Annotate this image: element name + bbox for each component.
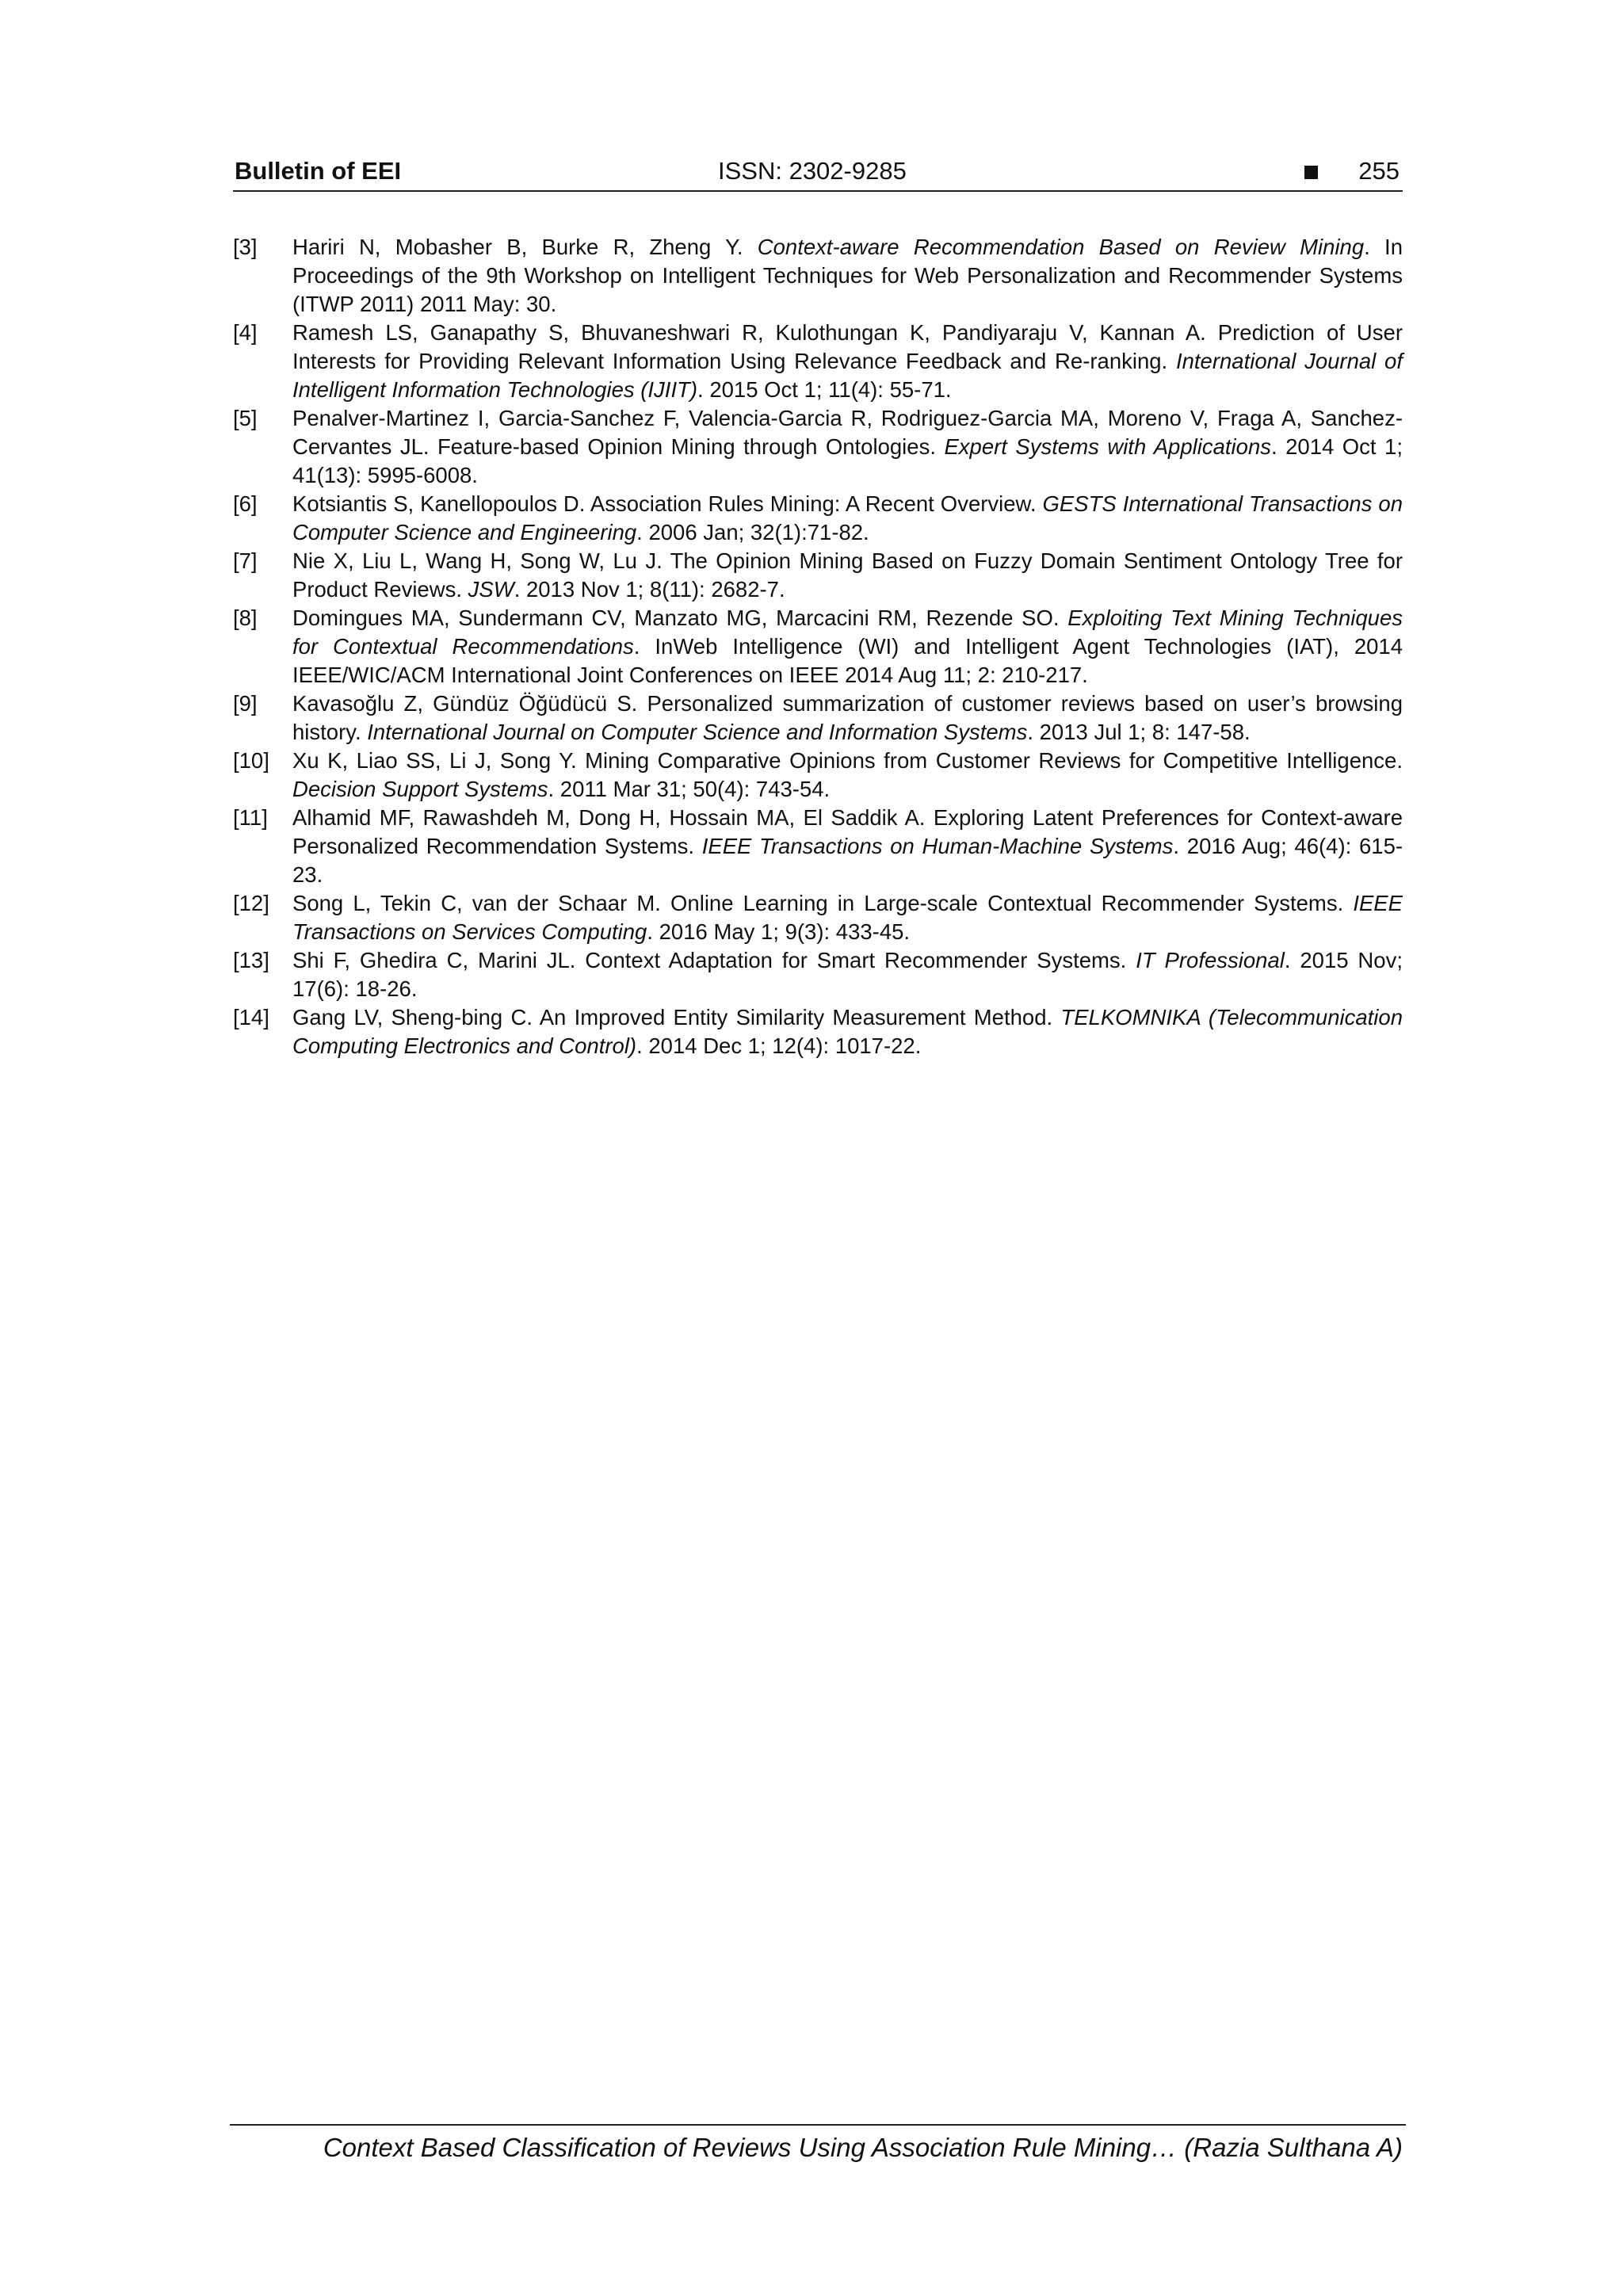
- reference-text: [292, 606, 1403, 687]
- reference-segment: . InWeb Intelligence (WI) and Intelligent Agent Technologies (IAT), 2014 IEEE/WIC/ACM International Joint Conferences on IEEE 2014 Aug 11; 2: 210-217.: [292, 634, 1403, 687]
- reference-number: [8]: [233, 606, 258, 630]
- reference-segment: . 2011 Mar 31; 50(4): 743-54.: [548, 777, 831, 801]
- reference-item: [233, 747, 1403, 804]
- journal-name: Bulletin of EEI: [235, 157, 402, 185]
- reference-venue: GESTS International Transactions on Computer Science and Engineering: [292, 491, 1403, 544]
- reference-text: [292, 406, 1403, 487]
- reference-text: [292, 891, 1403, 944]
- reference-venue: Exploiting Text Mining Techniques for Contextual Recommendations: [292, 606, 1403, 659]
- reference-item: [233, 889, 1403, 946]
- reference-text: [292, 320, 1403, 402]
- reference-text: [292, 491, 1403, 544]
- reference-item: [233, 233, 1403, 319]
- reference-segment: Xu K, Liao SS, Li J, Song Y. Mining Comparative Opinions from Customer Reviews for Competitive Intelligence.: [292, 748, 1403, 773]
- reference-venue: Decision Support Systems: [292, 777, 548, 801]
- reference-segment: Nie X, Liu L, Wang H, Song W, Lu J. The Opinion Mining Based on Fuzzy Domain Sentiment Ontology Tree for Product Reviews.: [292, 548, 1403, 602]
- reference-segment: . 2014 Oct 1; 41(13): 5995-6008.: [292, 434, 1403, 487]
- reference-item: [233, 319, 1403, 404]
- reference-segment: . 2015 Nov; 17(6): 18-26.: [292, 948, 1403, 1001]
- reference-segment: Penalver-Martinez I, Garcia-Sanchez F, Valencia-Garcia R, Rodriguez-Garcia MA, Moreno V, Fraga A, Sanchez-Cervantes JL. Feature-based Opinion Mining through Ontologies.: [292, 406, 1403, 459]
- page-number: 255: [1358, 157, 1400, 185]
- square-bullet-icon: [1304, 166, 1318, 179]
- reference-number: [3]: [233, 235, 258, 259]
- reference-number: [7]: [233, 548, 258, 573]
- reference-item: [233, 490, 1403, 547]
- reference-segment: Song L, Tekin C, van der Schaar M. Online Learning in Large-scale Contextual Recommender Systems.: [292, 891, 1354, 915]
- reference-segment: . 2015 Oct 1; 11(4): 55-71.: [697, 377, 952, 402]
- reference-venue: Expert Systems with Applications: [944, 434, 1271, 459]
- reference-venue: JSW: [468, 577, 514, 602]
- reference-item: [233, 604, 1403, 690]
- reference-venue: Context-aware Recommendation Based on Review Mining: [757, 235, 1365, 259]
- reference-item: [233, 690, 1403, 747]
- reference-venue: IEEE Transactions on Human-Machine Systems: [701, 834, 1174, 858]
- reference-number: [5]: [233, 406, 258, 430]
- reference-segment: . 2016 Aug; 46(4): 615-23.: [292, 834, 1403, 887]
- reference-list: [233, 233, 1403, 1060]
- reference-item: [233, 804, 1403, 889]
- reference-item: [233, 1003, 1403, 1060]
- reference-text: [292, 235, 1403, 316]
- reference-number: [11]: [233, 805, 268, 830]
- reference-venue: International Journal on Computer Science and Information Systems: [367, 720, 1028, 744]
- reference-number: [13]: [233, 948, 269, 972]
- reference-text: [292, 1005, 1403, 1058]
- reference-number: [9]: [233, 691, 258, 716]
- reference-segment: . 2006 Jan; 32(1):71-82.: [636, 520, 869, 544]
- reference-text: [292, 748, 1403, 801]
- reference-text: [292, 948, 1403, 1001]
- reference-segment: Domingues MA, Sundermann CV, Manzato MG, Marcacini RM, Rezende SO.: [292, 606, 1068, 630]
- reference-segment: . 2014 Dec 1; 12(4): 1017-22.: [636, 1033, 922, 1058]
- reference-segment: Hariri N, Mobasher B, Burke R, Zheng Y.: [292, 235, 758, 259]
- page-footer: [230, 2124, 1406, 2165]
- reference-number: [10]: [233, 748, 269, 773]
- reference-text: [292, 805, 1403, 887]
- reference-item: [233, 547, 1403, 604]
- reference-item: [233, 404, 1403, 490]
- reference-segment: Kotsiantis S, Kanellopoulos D. Association Rules Mining: A Recent Overview.: [292, 491, 1043, 516]
- reference-number: [6]: [233, 491, 258, 516]
- reference-number: [14]: [233, 1005, 269, 1030]
- reference-venue: TELKOMNIKA (Telecommunication Computing Electronics and Control): [292, 1005, 1403, 1058]
- running-title: Context Based Classification of Reviews Using Association Rule Mining… (Razia Sulthana A): [323, 2133, 1403, 2162]
- reference-text: [292, 691, 1403, 744]
- issn: ISSN: 2302-9285: [718, 157, 907, 185]
- reference-venue: IT Professional: [1136, 948, 1285, 972]
- reference-segment: . 2013 Nov 1; 8(11): 2682-7.: [514, 577, 785, 602]
- reference-segment: . In Proceedings of the 9th Workshop on Intelligent Techniques for Web Personalization and Recommender Systems (ITWP 2011) 2011 May: 30.: [292, 235, 1403, 316]
- reference-segment: Shi F, Ghedira C, Marini JL. Context Adaptation for Smart Recommender Systems.: [292, 948, 1136, 972]
- reference-text: [292, 548, 1403, 602]
- page-header: [233, 155, 1403, 192]
- reference-venue: International Journal of Intelligent Information Technologies (IJIIT): [292, 349, 1403, 402]
- reference-number: [12]: [233, 891, 269, 915]
- reference-segment: Gang LV, Sheng-bing C. An Improved Entity Similarity Measurement Method.: [292, 1005, 1061, 1030]
- reference-segment: Kavasoğlu Z, Gündüz Öğüdücü S. Personalized summarization of customer reviews based on user’s browsing history.: [292, 691, 1403, 744]
- reference-segment: Alhamid MF, Rawashdeh M, Dong H, Hossain MA, El Saddik A. Exploring Latent Preferences for Context-aware Personalized Recommendation Systems.: [292, 805, 1403, 858]
- reference-number: [4]: [233, 320, 258, 345]
- reference-venue: IEEE Transactions on Services Computing: [292, 891, 1403, 944]
- reference-segment: . 2016 May 1; 9(3): 433-45.: [647, 919, 911, 944]
- reference-item: [233, 946, 1403, 1003]
- reference-segment: Ramesh LS, Ganapathy S, Bhuvaneshwari R, Kulothungan K, Pandiyaraju V, Kannan A. Prediction of User Interests for Providing Relevant Information Using Relevance Feedback and Re-ranking.: [292, 320, 1403, 373]
- reference-segment: . 2013 Jul 1; 8: 147-58.: [1027, 720, 1251, 744]
